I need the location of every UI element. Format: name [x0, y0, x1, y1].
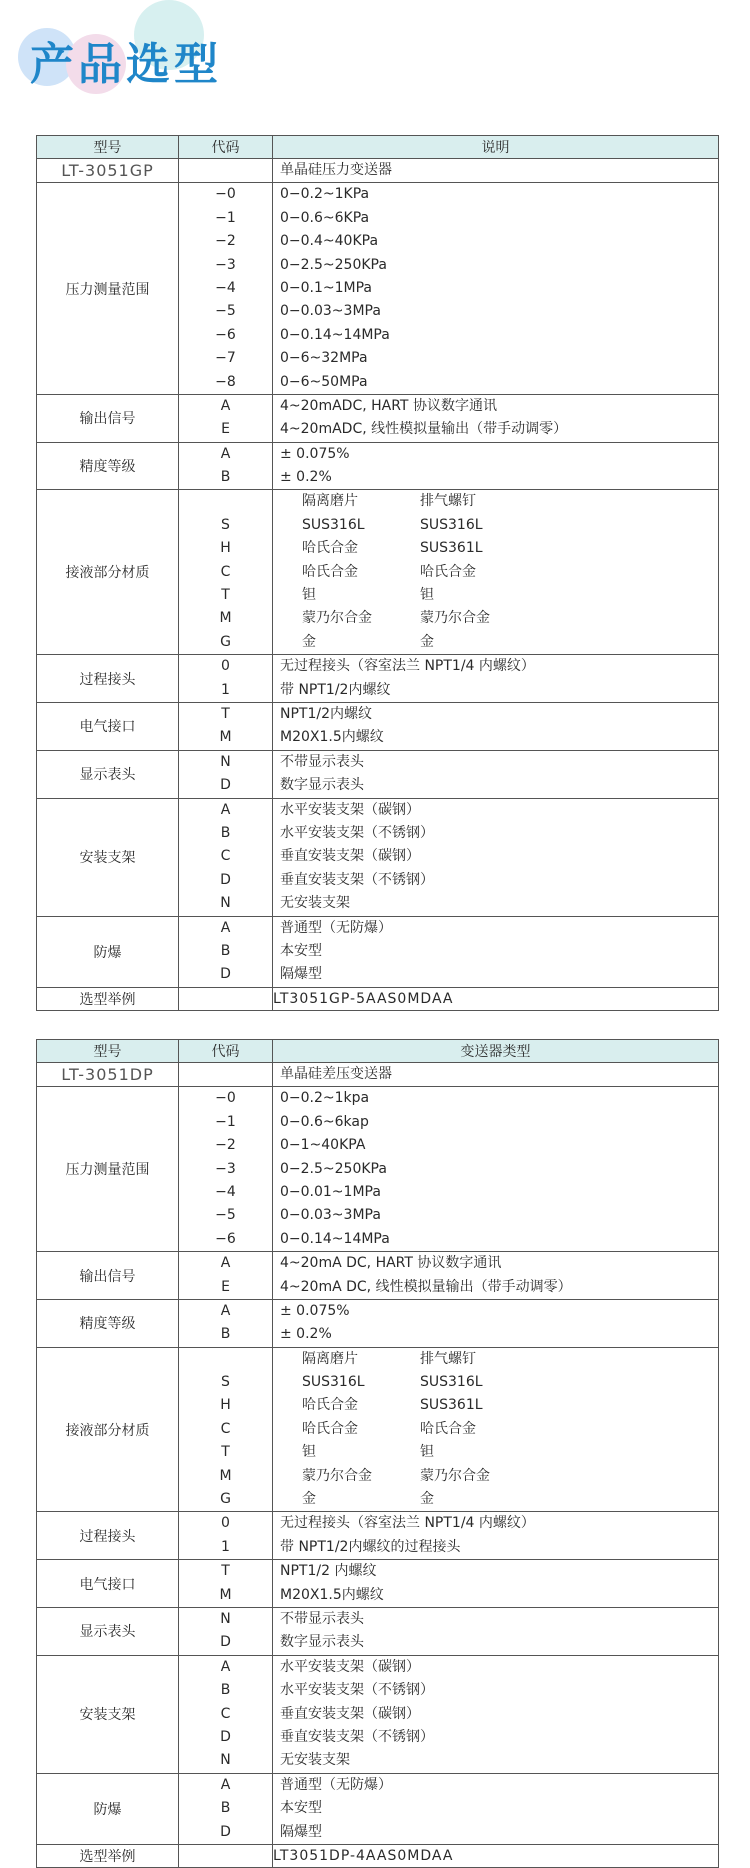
section-descs [273, 1607, 719, 1655]
desc-value: 4~20mADC, HART 协议数字通讯 [280, 397, 497, 414]
section-row [37, 1773, 719, 1844]
section-row [37, 1560, 719, 1608]
code-value: D [220, 1823, 231, 1840]
material-vent: SUS316L [420, 1374, 483, 1391]
desc-value: 0−0.4~40KPa [280, 233, 379, 250]
example-value: LT3051GP-5AAS0MDAA [273, 987, 719, 1010]
code-value: T [221, 705, 230, 722]
example-label: 选型举例 [37, 987, 179, 1010]
section-name: 压力测量范围 [37, 183, 179, 395]
code-value: −2 [215, 233, 236, 250]
section-codes [179, 1512, 273, 1560]
desc-value: ± 0.2% [280, 1326, 332, 1343]
code-value: A [220, 1302, 231, 1319]
code-value: −4 [215, 1183, 236, 1200]
desc-value: 水平安装支架（不锈钢） [280, 824, 434, 841]
desc-value: 水平安装支架（不锈钢） [280, 1682, 434, 1699]
material-vent: 钽 [420, 587, 434, 604]
material-line [273, 1441, 718, 1464]
desc-value: 0−0.03~3MPa [280, 303, 381, 320]
section-descs [273, 916, 719, 987]
desc-value: 无安装支架 [280, 1752, 350, 1769]
code-value: D [220, 871, 231, 888]
section-name: 接液部分材质 [37, 490, 179, 655]
section-codes [179, 394, 273, 442]
section-codes [179, 1087, 273, 1252]
section-descs [273, 490, 719, 655]
header-desc: 说明 [273, 136, 719, 159]
code-value: −3 [215, 1160, 236, 1177]
desc-value: 本安型 [280, 942, 322, 959]
desc-value: 垂直安装支架（碳钢） [280, 1705, 420, 1722]
desc-value: 0−0.14~14MPa [280, 326, 390, 343]
model-code-empty [179, 159, 273, 183]
material-vent: 钽 [420, 1444, 434, 1461]
material-line [273, 1394, 718, 1417]
section-name: 防爆 [37, 1773, 179, 1844]
example-value: LT3051DP-4AAS0MDAA [273, 1844, 719, 1867]
desc-value: 隔爆型 [280, 1823, 322, 1840]
section-row [37, 442, 719, 490]
desc-value: NPT1/2内螺纹 [280, 705, 372, 722]
table-header-row [37, 1040, 719, 1063]
code-value: M [219, 729, 232, 746]
code-value: H [220, 540, 231, 557]
section-descs [273, 1773, 719, 1844]
section-codes [179, 1655, 273, 1773]
model-row [37, 159, 719, 183]
table-header-row [37, 136, 719, 159]
code-value: A [220, 1776, 231, 1793]
section-name: 精度等级 [37, 1299, 179, 1347]
code-value [179, 490, 272, 513]
code-value: G [220, 633, 231, 650]
desc-value: 0−2.5~250KPa [280, 256, 387, 273]
section-codes [179, 750, 273, 798]
material-vent: SUS361L [420, 540, 483, 557]
section-codes [179, 655, 273, 703]
section-row [37, 1512, 719, 1560]
section-name: 显示表头 [37, 750, 179, 798]
header-code: 代码 [179, 1040, 273, 1063]
code-value: B [220, 1800, 231, 1817]
code-value: −6 [215, 1230, 236, 1247]
material-line [273, 607, 718, 630]
material-isolation: SUS316L [302, 1374, 365, 1391]
desc-value: 普通型（无防爆） [280, 1776, 392, 1793]
model-desc: 单晶硅差压变送器 [280, 1066, 392, 1082]
section-codes [179, 1347, 273, 1512]
desc-value: 0−0.03~3MPa [280, 1207, 381, 1224]
section-name: 输出信号 [37, 394, 179, 442]
code-value: A [220, 1658, 231, 1675]
desc-value: 4~20mADC, 线性模拟量输出（带手动调零） [280, 421, 568, 438]
code-value: A [220, 919, 231, 936]
desc-value: 不带显示表头 [280, 753, 364, 770]
spec-table-gp [36, 135, 719, 1011]
desc-value: 0−6~32MPa [280, 350, 368, 367]
desc-value: 0−1~40KPA [280, 1137, 366, 1154]
code-value: B [220, 469, 231, 486]
desc-value: 带 NPT1/2内螺纹的过程接头 [280, 1538, 461, 1555]
section-descs [273, 655, 719, 703]
material-line [273, 584, 718, 607]
code-value: B [220, 824, 231, 841]
code-value: −5 [215, 303, 236, 320]
code-value: −6 [215, 326, 236, 343]
section-codes [179, 702, 273, 750]
section-name: 接液部分材质 [37, 1347, 179, 1512]
example-code-empty [179, 1844, 273, 1867]
material-vent: 蒙乃尔合金 [420, 1467, 490, 1484]
desc-value: 0−0.2~1KPa [280, 186, 370, 203]
header-model: 型号 [37, 1040, 179, 1063]
model-desc-cell [273, 159, 719, 183]
section-descs [273, 442, 719, 490]
code-value: 1 [221, 681, 230, 698]
material-line [273, 514, 718, 537]
section-descs [273, 798, 719, 916]
code-value: B [220, 942, 231, 959]
code-value: B [220, 1326, 231, 1343]
code-value: N [220, 895, 231, 912]
desc-value: 0−0.01~1MPa [280, 1183, 381, 1200]
material-isolation: 钽 [302, 1444, 316, 1461]
code-value: 0 [221, 658, 230, 675]
desc-value: 普通型（无防爆） [280, 919, 392, 936]
section-name: 过程接头 [37, 655, 179, 703]
section-name: 防爆 [37, 916, 179, 987]
example-label: 选型举例 [37, 1844, 179, 1867]
code-value: A [220, 1255, 231, 1272]
section-name: 安装支架 [37, 1655, 179, 1773]
material-line [273, 537, 718, 560]
model-code-empty [179, 1063, 273, 1087]
section-name: 输出信号 [37, 1252, 179, 1300]
section-descs [273, 1252, 719, 1300]
code-value: E [221, 1278, 230, 1295]
material-isolation: 金 [302, 1491, 316, 1508]
code-value: N [220, 1610, 231, 1627]
code-value: E [221, 421, 230, 438]
section-codes [179, 1560, 273, 1608]
material-vent: 金 [420, 1491, 434, 1508]
section-codes [179, 183, 273, 395]
desc-value: 垂直安装支架（不锈钢） [280, 1728, 434, 1745]
material-line [273, 561, 718, 584]
code-value: M [219, 610, 232, 627]
code-value: D [220, 1634, 231, 1651]
desc-value: 0−0.1~1MPa [280, 279, 373, 296]
material-vent: 蒙乃尔合金 [420, 610, 490, 627]
section-descs [273, 1655, 719, 1773]
section-codes [179, 442, 273, 490]
code-value: A [220, 397, 231, 414]
section-row [37, 394, 719, 442]
section-codes [179, 798, 273, 916]
model-desc: 单晶硅压力变送器 [280, 162, 392, 178]
code-value: M [219, 1467, 232, 1484]
section-descs [273, 1347, 719, 1512]
desc-value: 0−0.2~1kpa [280, 1090, 370, 1107]
desc-value: M20X1.5内螺纹 [280, 1586, 384, 1603]
code-value: 0 [221, 1515, 230, 1532]
code-value [179, 1348, 272, 1371]
code-value: C [220, 848, 231, 865]
desc-value: 0−0.14~14MPa [280, 1230, 390, 1247]
material-vent: SUS361L [420, 1397, 483, 1414]
code-value: −1 [215, 1113, 236, 1130]
code-value: −0 [215, 186, 236, 203]
example-row [37, 987, 719, 1010]
code-value: T [221, 587, 230, 604]
desc-value: 数字显示表头 [280, 1634, 364, 1651]
page-title: 产品选型 [30, 39, 222, 90]
section-row [37, 1655, 719, 1773]
desc-value: 数字显示表头 [280, 777, 364, 794]
desc-value: 无过程接头（容室法兰 NPT1/4 内螺纹） [280, 658, 535, 675]
model-row [37, 1063, 719, 1087]
code-value: S [221, 1374, 230, 1391]
section-row [37, 490, 719, 655]
section-row [37, 702, 719, 750]
section-row [37, 183, 719, 395]
section-descs [273, 1087, 719, 1252]
code-value: S [221, 516, 230, 533]
model-desc-cell [273, 1063, 719, 1087]
desc-value: ± 0.075% [280, 1302, 350, 1319]
code-value: −8 [215, 373, 236, 390]
section-descs [273, 183, 719, 395]
section-name: 精度等级 [37, 442, 179, 490]
section-row [37, 916, 719, 987]
code-value: D [220, 777, 231, 794]
desc-value: 本安型 [280, 1800, 322, 1817]
section-name: 电气接口 [37, 1560, 179, 1608]
section-row [37, 655, 719, 703]
model-code: LT-3051GP [37, 159, 179, 183]
section-codes [179, 490, 273, 655]
material-isolation: 哈氏合金 [302, 563, 358, 580]
desc-value: 无过程接头（容室法兰 NPT1/4 内螺纹） [280, 1515, 535, 1532]
section-descs [273, 750, 719, 798]
code-value: 1 [221, 1538, 230, 1555]
code-value: H [220, 1397, 231, 1414]
desc-value: ± 0.2% [280, 469, 332, 486]
material-isolation: 哈氏合金 [302, 1397, 358, 1414]
material-vent: 哈氏合金 [420, 563, 476, 580]
material-line [273, 631, 718, 654]
section-codes [179, 916, 273, 987]
code-value: −3 [215, 256, 236, 273]
code-value: C [220, 1705, 231, 1722]
desc-value: 0−2.5~250KPa [280, 1160, 387, 1177]
code-value: T [221, 1563, 230, 1580]
section-codes [179, 1299, 273, 1347]
model-code: LT-3051DP [37, 1063, 179, 1087]
desc-value: 垂直安装支架（碳钢） [280, 848, 420, 865]
material-vent: SUS316L [420, 516, 483, 533]
header-desc: 变送器类型 [273, 1040, 719, 1063]
code-value: A [220, 445, 231, 462]
section-descs [273, 1512, 719, 1560]
desc-value: 带 NPT1/2内螺纹 [280, 681, 391, 698]
material-line [273, 1418, 718, 1441]
material-isolation: 哈氏合金 [302, 1420, 358, 1437]
desc-value: ± 0.075% [280, 445, 350, 462]
section-descs [273, 1299, 719, 1347]
material-line [273, 1371, 718, 1394]
material-vent: 排气螺钉 [420, 493, 476, 510]
material-isolation: 金 [302, 633, 316, 650]
section-name: 安装支架 [37, 798, 179, 916]
material-line [273, 1348, 718, 1371]
code-value: G [220, 1491, 231, 1508]
code-value: D [220, 966, 231, 983]
code-value: −0 [215, 1090, 236, 1107]
code-value: −4 [215, 279, 236, 296]
code-value: −7 [215, 350, 236, 367]
section-codes [179, 1607, 273, 1655]
desc-value: 0−0.6~6KPa [280, 209, 370, 226]
desc-value: 无安装支架 [280, 895, 350, 912]
desc-value: 不带显示表头 [280, 1610, 364, 1627]
code-value: M [219, 1586, 232, 1603]
material-isolation: 钽 [302, 587, 316, 604]
desc-value: 隔爆型 [280, 966, 322, 983]
section-name: 过程接头 [37, 1512, 179, 1560]
material-line [273, 1488, 718, 1511]
material-line [273, 1465, 718, 1488]
code-value: N [220, 753, 231, 770]
code-value: C [220, 1420, 231, 1437]
section-descs [273, 1560, 719, 1608]
header-model: 型号 [37, 136, 179, 159]
material-vent: 哈氏合金 [420, 1420, 476, 1437]
section-row [37, 1607, 719, 1655]
desc-value: 0−0.6~6kap [280, 1113, 369, 1130]
material-line [273, 490, 718, 513]
example-row [37, 1844, 719, 1867]
section-name: 压力测量范围 [37, 1087, 179, 1252]
material-isolation: 蒙乃尔合金 [302, 610, 372, 627]
section-name: 显示表头 [37, 1607, 179, 1655]
material-isolation: 隔离磨片 [302, 493, 358, 510]
section-codes [179, 1773, 273, 1844]
material-isolation: 蒙乃尔合金 [302, 1467, 372, 1484]
desc-value: 水平安装支架（碳钢） [280, 1658, 420, 1675]
section-row [37, 750, 719, 798]
section-row [37, 1299, 719, 1347]
section-row [37, 1252, 719, 1300]
material-isolation: 隔离磨片 [302, 1350, 358, 1367]
code-value: C [220, 563, 231, 580]
code-value: D [220, 1728, 231, 1745]
section-descs [273, 394, 719, 442]
material-vent: 排气螺钉 [420, 1350, 476, 1367]
desc-value: M20X1.5内螺纹 [280, 729, 384, 746]
header-code: 代码 [179, 136, 273, 159]
code-value: −5 [215, 1207, 236, 1224]
desc-value: 4~20mA DC, HART 协议数字通讯 [280, 1255, 502, 1272]
desc-value: 0−6~50MPa [280, 373, 368, 390]
code-value: A [220, 801, 231, 818]
code-value: B [220, 1682, 231, 1699]
desc-value: 水平安装支架（碳钢） [280, 801, 420, 818]
material-vent: 金 [420, 633, 434, 650]
code-value: T [221, 1444, 230, 1461]
code-value: N [220, 1752, 231, 1769]
example-code-empty [179, 987, 273, 1010]
spec-table-dp [36, 1039, 719, 1868]
code-value: −2 [215, 1137, 236, 1154]
section-descs [273, 702, 719, 750]
section-row [37, 1087, 719, 1252]
section-name: 电气接口 [37, 702, 179, 750]
material-isolation: 哈氏合金 [302, 540, 358, 557]
section-row [37, 1347, 719, 1512]
desc-value: 垂直安装支架（不锈钢） [280, 871, 434, 888]
code-value: −1 [215, 209, 236, 226]
section-row [37, 798, 719, 916]
desc-value: 4~20mA DC, 线性模拟量输出（带手动调零） [280, 1278, 572, 1295]
section-codes [179, 1252, 273, 1300]
material-isolation: SUS316L [302, 516, 365, 533]
desc-value: NPT1/2 内螺纹 [280, 1563, 377, 1580]
